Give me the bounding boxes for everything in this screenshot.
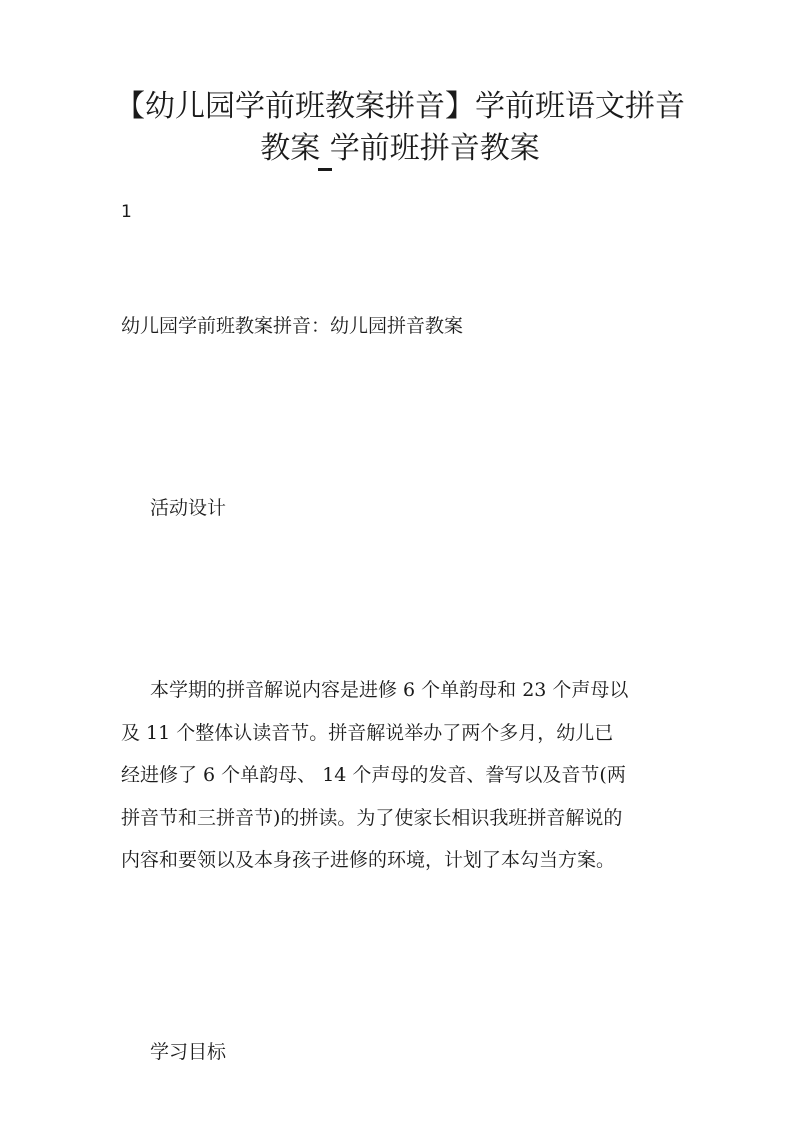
section-heading-learning-goals: 学习目标 [150, 1041, 227, 1063]
page-number: 1 [121, 202, 132, 222]
paragraph-line: 及 11 个整体认读音节。拼音解说举办了两个多月，幼儿已 [121, 721, 614, 744]
title-underscore-mark [318, 168, 332, 171]
paragraph-line: 拼音节和三拼音节)的拼读。为了使家长相识我班拼音解说的 [121, 806, 623, 829]
title-line-1: 【幼儿园学前班教案拼音】学前班语文拼音 [115, 89, 685, 124]
document-title [100, 86, 700, 170]
title-line-2: 教案 学前班拼音教案 [260, 131, 540, 166]
paragraph-line: 内容和要领以及本身孩子进修的环境，计划了本勾当方案。 [121, 849, 616, 871]
paragraph-line: 本学期的拼音解说内容是进修 6 个单韵母和 23 个声母以 [150, 679, 629, 701]
document-subtitle: 幼儿园学前班教案拼音：幼儿园拼音教案 [121, 315, 464, 337]
body-paragraph [121, 676, 686, 889]
paragraph-line: 经进修了 6 个单韵母、 14 个声母的发音、誊写以及音节(两 [121, 764, 626, 786]
section-heading-activity-design: 活动设计 [150, 497, 227, 519]
